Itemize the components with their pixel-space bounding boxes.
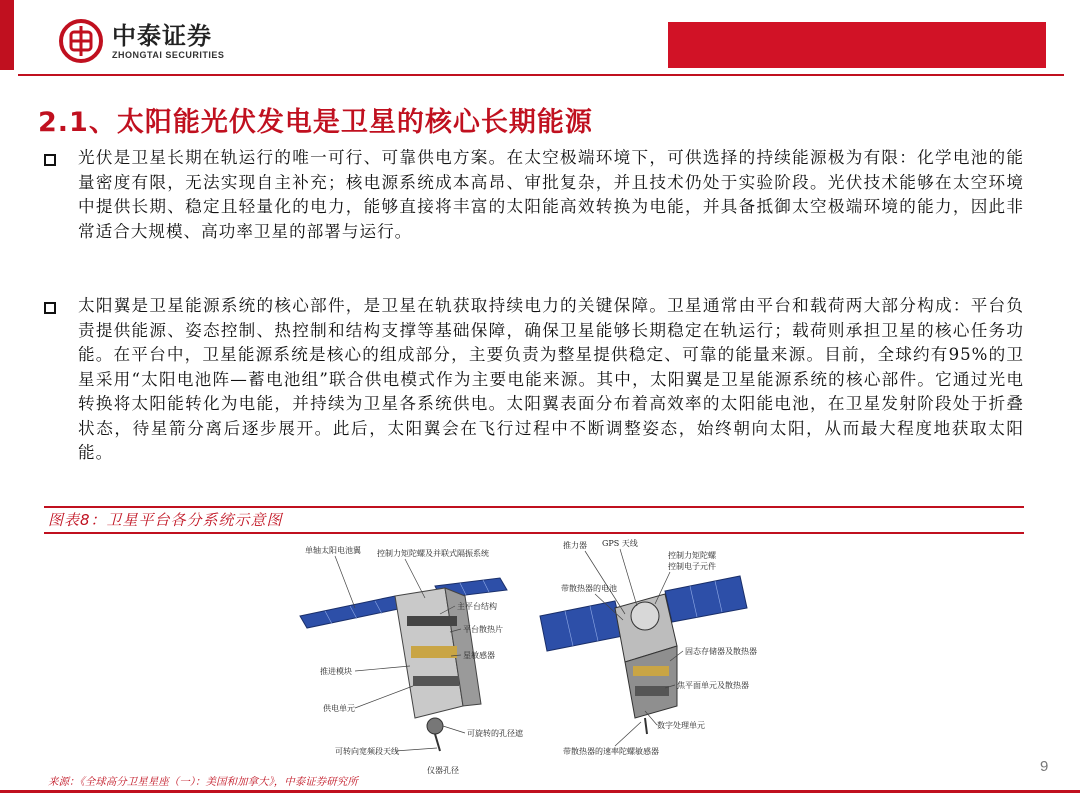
label-data-processing: 数字处理单元 (657, 721, 705, 730)
label-platform-radiator: 平台散热片 (463, 625, 503, 634)
label-gps-antenna: GPS 天线 (602, 539, 638, 548)
label-storage-radiator: 固态存储器及散热器 (685, 647, 757, 656)
label-battery-radiator: 带散热器的电池 (561, 584, 617, 593)
bullet-item (44, 146, 1024, 244)
label-thruster: 推力器 (563, 541, 587, 550)
label-focal-plane: 焦平面单元及散热器 (677, 681, 749, 690)
square-bullet-icon (44, 302, 56, 314)
label-power-unit: 供电单元 (323, 704, 355, 713)
label-star-sensor: 星敏感器 (463, 651, 495, 660)
label-relay-antenna: 可转向宽频段天线 (335, 747, 399, 756)
logo-name-cn: 中泰证券 (112, 22, 212, 50)
company-logo (58, 18, 224, 64)
figure-caption: 图表8：卫星平台各分系统示意图 (48, 511, 283, 529)
label-control-moment-gyro: 控制力矩陀螺及并联式隔振系统 (377, 549, 489, 558)
label-control-gyro: 控制力矩陀螺 (668, 551, 716, 560)
header-red-banner (668, 22, 1046, 68)
bullet-item (44, 294, 1024, 466)
header-divider (18, 74, 1064, 76)
label-instrument-aperture: 仪器孔径 (427, 766, 459, 775)
bullet-text: 太阳翼是卫星能源系统的核心部件，是卫星在轨获取持续电力的关键保障。卫星通常由平台和载荷两大部分构成：平台负责提供能源、姿态控制、热控制和结构支撑等基础保障，确保卫星能够长期稳定在轨运行；载荷则承担卫星的核心任务功能。在平台中，卫星能源系统是核心的组成部分，主要负责为整星提供稳定、可靠的能量来源。目前，全球约有95%的卫星采用“太阳电池阵—蓄电池组”联合供电模式作为主要电能来源。其中，太阳翼是卫星能源系统的核心部件。它通过光电转换将太阳能转化为电能，并持续为卫星各系统供电。太阳翼表面分布着高效率的太阳能电池，在卫星发射阶段处于折叠状态，待星箭分离后逐步展开。此后，太阳翼会在飞行过程中不断调整姿态，始终朝向太阳，从而最大程度地获取太阳能。 (78, 296, 1024, 462)
label-propulsion: 推进模块 (320, 667, 352, 676)
label-control-electronics: 控制电子元件 (668, 562, 716, 571)
label-rotating-hood: 可旋转的孔径遮 (467, 729, 523, 738)
satellite-subsystems-diagram (285, 536, 785, 784)
square-bullet-icon (44, 154, 56, 166)
footer-divider (0, 790, 1080, 793)
label-main-structure: 主平台结构 (457, 602, 497, 611)
source-note: 来源：《全球高分卫星星座（一）：美国和加拿大》，中泰证券研究所 (48, 776, 358, 788)
header-accent-bar (0, 0, 14, 70)
zhongtai-logo-icon (58, 18, 104, 64)
logo-name-en: ZHONGTAI SECURITIES (112, 50, 225, 60)
bullet-text: 光伏是卫星长期在轨运行的唯一可行、可靠供电方案。在太空极端环境下，可供选择的持续能源极为有限：化学电池的能量密度有限，无法实现自主补充；核电源系统成本高昂、审批复杂，并且技术仍处于实验阶段。光伏技术能够在太空环境中提供长期、稳定且轻量化的电力，能够直接将丰富的太阳能高效转换为电能，并具备抵御太空极端环境的能力，因此非常适合大规模、高功率卫星的部署与运行。 (78, 148, 1024, 241)
label-speedometer: 带散热器的速率陀螺敏感器 (563, 747, 659, 756)
figure-divider-bottom (44, 532, 1024, 534)
figure-divider-top (44, 506, 1024, 508)
page-title: 2.1、太阳能光伏发电是卫星的核心长期能源 (38, 107, 593, 138)
page-number: 9 (1040, 758, 1049, 775)
label-single-axis-wing: 单轴太阳电池翼 (305, 546, 361, 555)
